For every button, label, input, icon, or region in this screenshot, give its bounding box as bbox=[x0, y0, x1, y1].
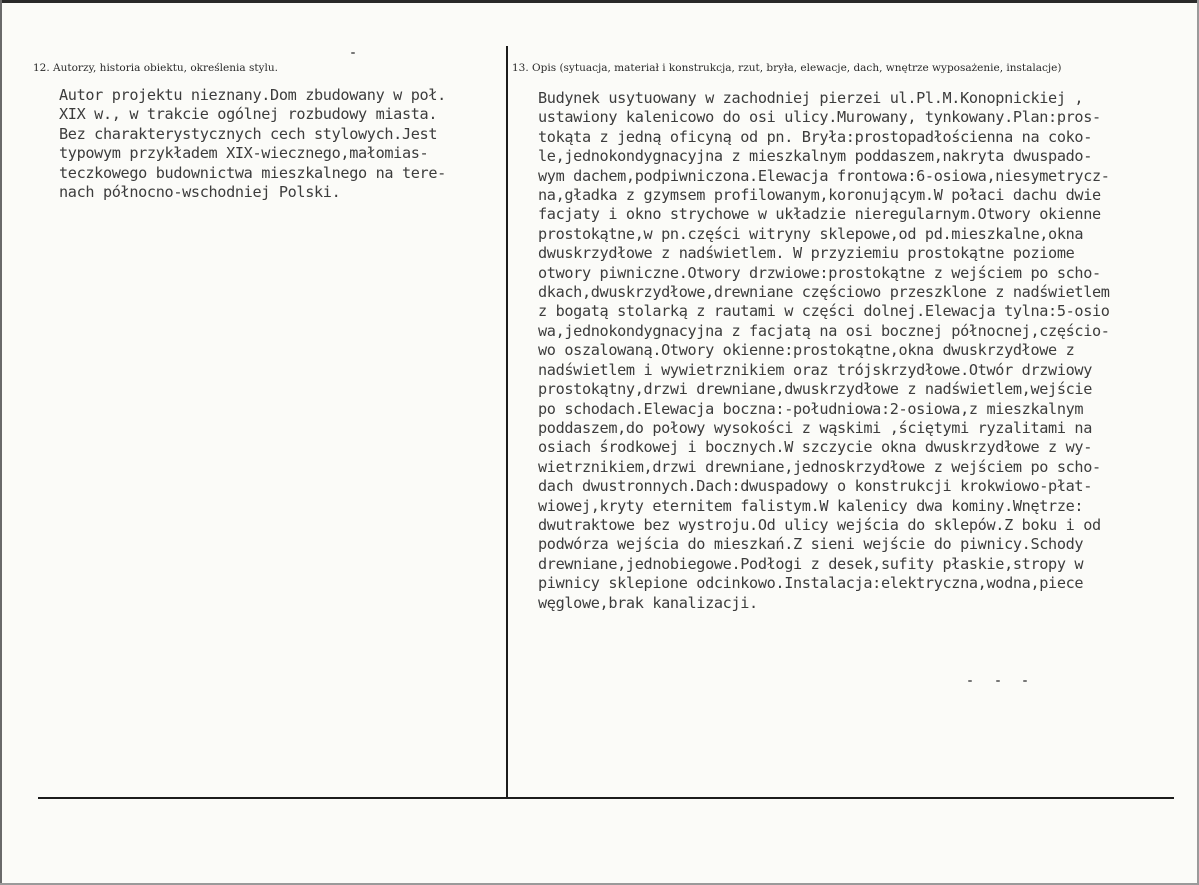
paper-speck bbox=[351, 52, 355, 54]
sheet-left-edge bbox=[0, 0, 2, 885]
section-13-heading: 13. Opis (sytuacja, materiał i konstrukcja, rzut, bryła, elewacje, dach, wnętrze wyposażenie, instalacje) bbox=[512, 62, 1062, 74]
section-13-typed-text: Budynek usytuowany w zachodniej pierzei ul.Pl.M.Konopnickiej , ustawiony kalenicowo do osi ulicy.Murowany, tynkowany.Plan:pros- tokąta z jedną oficyną od pn. Bryła:prostopadłościenna na coko- le,jednokondygnacyjna z mieszkalnym poddaszem,nakryta dwuspado- wym dachem,podpiwniczona.Elewacja frontowa:6-osiowa,niesymetrycz- na,gładka z gzymsem profilowanym,koronującym.W połaci dachu dwie facjaty i okno strychowe w układzie nieregularnym.Otwory okienne prostokątne,w pn.części witryny sklepowe,od pd.mieszkalne,okna dwuskrzydłowe z nadświetlem. W przyziemiu prostokątne poziome otwory piwniczne.Otwory drzwiowe:prostokątne z wejściem po scho- dkach,dwuskrzydłowe,drewniane częściowo przeszklone z nadświetlem z bogatą stolarką z rautami w części dolnej.Elewacja tylna:5-osio wa,jednokondygnacyjna z facjatą na osi bocznej północnej,częścio- wo oszalowaną.Otwory okienne:prostokątne,okna dwuskrzydłowe z nadświetlem i wywietrznikiem oraz trójskrzydłowe.Otwór drzwiowy prostokątny,drzwi drewniane,dwuskrzydłowe z nadświetlem,wejście po schodach.Elewacja boczna:-południowa:2-osiowa,z mieszkalnym poddaszem,do połowy wysokości z wąskimi ,ściętymi ryzalitami na osiach środkowej i bocznych.W szczycie okna dwuskrzydłowe z wy- wietrznikiem,drzwi drewniane,jednoskrzydłowe z wejściem po scho- dach dwustronnych.Dach:dwuspadowy o konstrukcji krokwiowo-płat- wiowej,kryty eternitem falistym.W kalenicy dwa kominy.Wnętrze: dwutraktowe bez wystroju.Od ulicy wejścia do sklepów.Z boku i od podwórza wejścia do mieszkań.Z sieni wejście do piwnicy.Schody drewniane,jednobiegowe.Podłogi z desek,sufity płaskie,stropy w piwnicy sklepione odcinkowo.Instalacja:elektryczna,wodna,piece węglowe,brak kanalizacji. bbox=[538, 89, 1110, 612]
paper-speck bbox=[996, 680, 1000, 682]
section-12-heading: 12. Autorzy, historia obiektu, określenia stylu. bbox=[33, 62, 278, 74]
sheet-top-edge bbox=[0, 0, 1199, 3]
column-divider bbox=[506, 46, 508, 798]
bottom-rule bbox=[38, 797, 1174, 799]
paper-speck bbox=[968, 680, 972, 682]
paper-speck bbox=[1023, 680, 1027, 682]
section-12-typed-text: Autor projektu nieznany.Dom zbudowany w poł. XIX w., w trakcie ogólnej rozbudowy miasta. Bez charakterystycznych cech stylowych.Jest typowym przykładem XIX-wiecznego,małomias- teczkowego budownictwa mieszkalnego na tere- nach północno-wschodniej Polski. bbox=[59, 86, 446, 202]
